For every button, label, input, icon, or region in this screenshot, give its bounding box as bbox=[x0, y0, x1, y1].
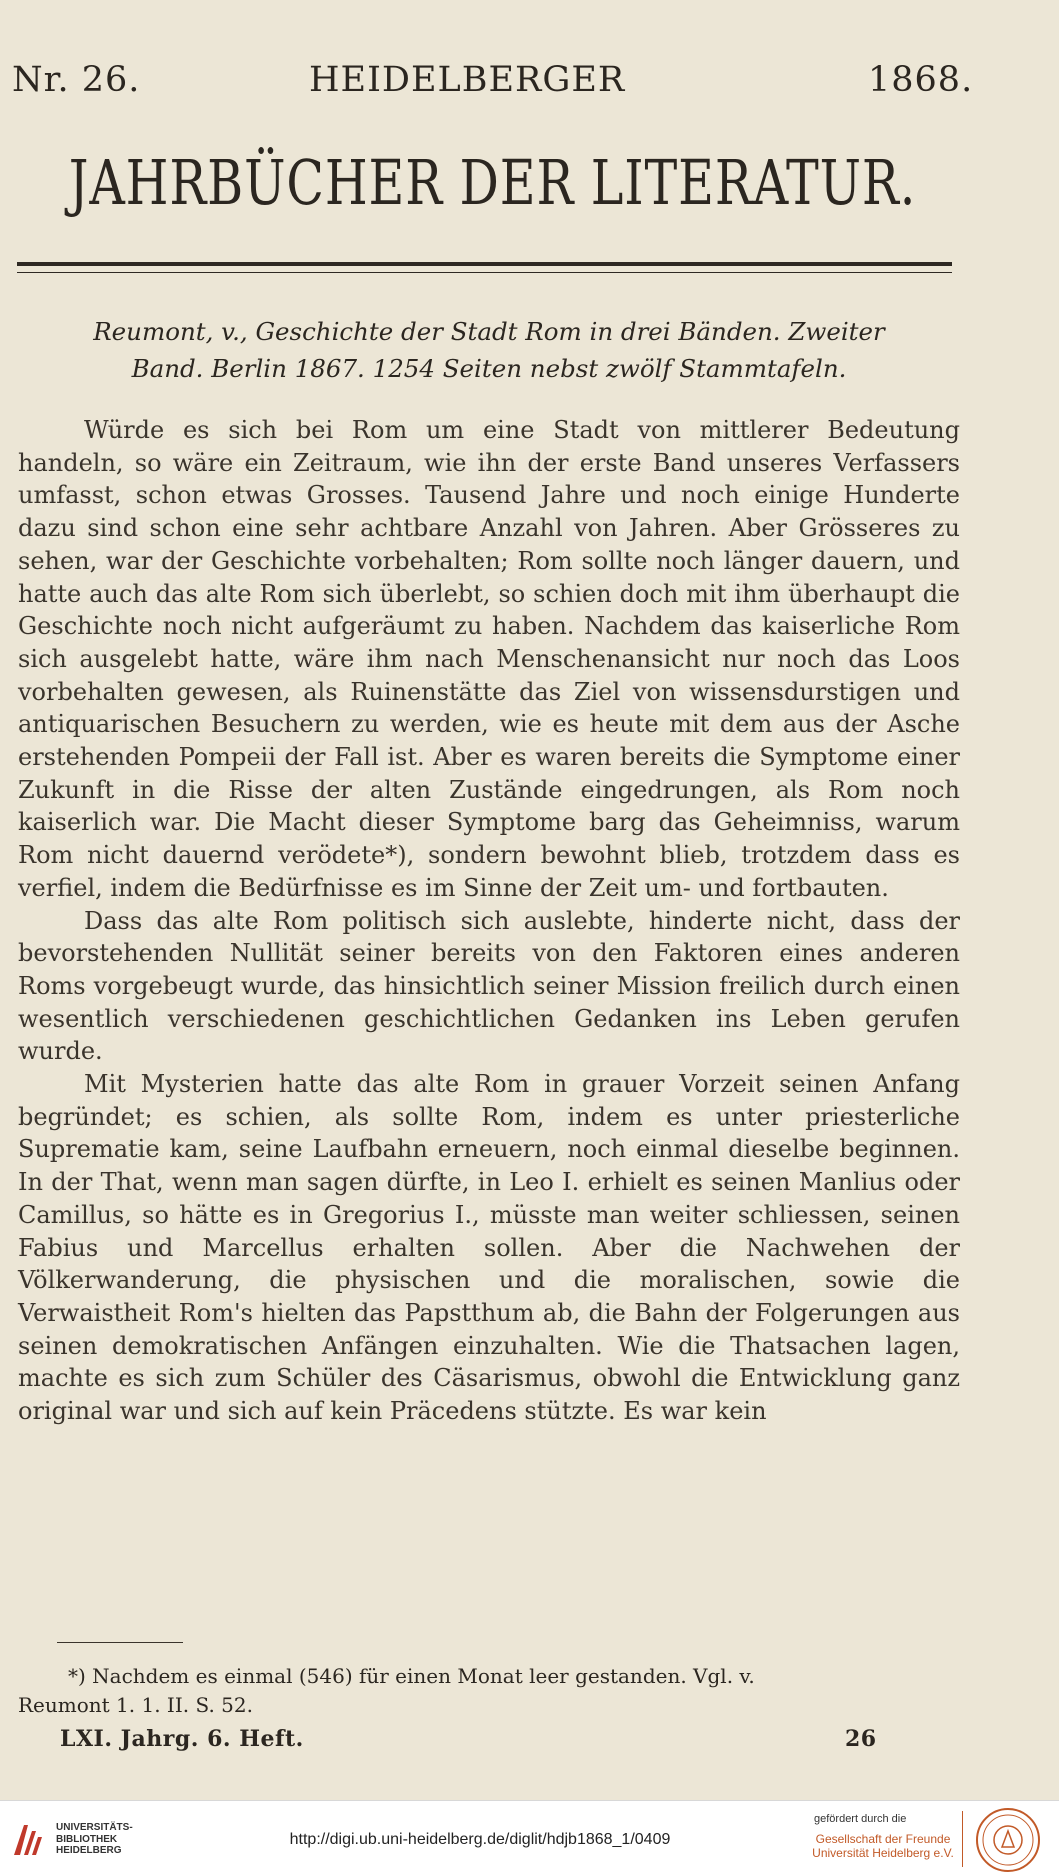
title-rule-thick bbox=[17, 262, 952, 266]
issue-number: Nr. 26. bbox=[12, 60, 141, 100]
review-body bbox=[18, 414, 960, 1428]
title-rule-thin bbox=[17, 272, 952, 273]
footnote bbox=[18, 1662, 960, 1720]
footnote-line-1: *) Nachdem es einmal (546) für einen Monat leer gestanden. Vgl. v. bbox=[68, 1664, 755, 1688]
footnote-line-2: Reumont 1. 1. II. S. 52. bbox=[18, 1693, 253, 1717]
journal-name: HEIDELBERGER bbox=[309, 60, 626, 100]
society-name[interactable] bbox=[808, 1832, 958, 1860]
footnote-rule bbox=[57, 1642, 183, 1643]
society-name-line-1: Gesellschaft der Freunde bbox=[815, 1832, 951, 1846]
footer-divider bbox=[962, 1811, 963, 1867]
university-seal-icon bbox=[975, 1807, 1041, 1873]
funded-by-label: gefördert durch die bbox=[814, 1813, 907, 1825]
paragraph-2: Dass das alte Rom politisch sich auslebte, hinderte nicht, dass der bevorstehenden Nullität seiner bereits von den Faktoren eines anderen Roms vorgebeugt wurde, das hinsichtlich seiner Mission freilich durch einen wesentlich verschiedenen geschichtlichen Gedanken ins Leben gerufen wurde. bbox=[18, 906, 960, 1066]
footer-bar bbox=[0, 1800, 1059, 1875]
issue-year: 1868. bbox=[868, 60, 974, 100]
society-name-line-2: Universität Heidelberg e.V. bbox=[812, 1846, 954, 1860]
library-name-line-3: HEIDELBERG bbox=[56, 1845, 122, 1856]
review-heading-line-1: Reumont, v., Geschichte der Stadt Rom in drei Bänden. Zweiter bbox=[93, 317, 885, 346]
paragraph-1: Würde es sich bei Rom um eine Stadt von mittlerer Bedeutung handeln, so wäre ein Zeitraum, wie ihn der erste Band unseres Verfassers umfasst, schon etwas Grosses. Tausend Jahre und noch einige Hunderte dazu sind schon eine sehr achtbare Anzahl von Jahren. Aber Grösseres zu sehen, war der Geschichte vorbehalten; Rom sollte noch länger dauern, und hatte auch das alte Rom sich überlebt, so schien doch mit ihm überhaupt die Geschichte noch nicht aufgeräumt zu haben. Nachdem das kaiserliche Rom sich ausgelebt hatte, wäre ihm nach Menschenansicht nur noch das Loos vorbehalten gewesen, als Ruinenstätte das Ziel von wissensdurstigen und antiquarischen Besuchern zu werden, wie es heute mit dem aus der Asche erstehenden Pompeii der Fall ist. Aber es waren bereits die Symptome einer Zukunft in die Risse der alten Zustände eingedrungen, als Rom noch kaiserlich war. Die Macht dieser Symptome barg das Geheimniss, warum Rom nicht dauernd verödete*), sondern bewohnt blieb, trotzdem dass es verfiel, indem die Bedürfnisse es im Sinne der Zeit um- und fortbauten. bbox=[18, 416, 960, 902]
library-name-line-2: BIBLIOTHEK bbox=[56, 1833, 118, 1845]
library-name-line-1: UNIVERSITÄTS- bbox=[56, 1822, 133, 1833]
sheet-number: 26 bbox=[845, 1726, 877, 1752]
paragraph-3: Mit Mysterien hatte das alte Rom in grauer Vorzeit seinen Anfang begründet; es schien, als sollte Rom, indem es unter priesterliche Suprematie kam, seine Laufbahn erneuern, noch einmal dieselbe beginnen. In der That, wenn man sagen dürfte, in Leo I. erhielt es seinen Manlius oder Camillus, so hätte es in Gregorius I., müsste man weiter schliessen, seinen Fabius und Marcellus erhalten sollen. Aber die Nachwehen der Völkerwanderung, die physischen und die moralischen, sowie die Verwaistheit Rom's hielten das Papstthum ab, die Bahn der Folgerungen aus seinen demokratischen Anfängen einzuhalten. Wie die Thatsachen lagen, machte es sich zum Schüler des Cäsarismus, obwohl die Entwicklung ganz original war und sich auf kein Präcedens stützte. Es war kein bbox=[18, 1070, 960, 1426]
journal-title: JAHRBÜCHER DER LITERATUR. bbox=[68, 146, 917, 219]
permalink-url[interactable]: http://digi.ub.uni-heidelberg.de/diglit/hdjb1868_1/0409 bbox=[289, 1831, 671, 1848]
volume-info: LXI. Jahrg. 6. Heft. bbox=[60, 1726, 304, 1752]
review-heading bbox=[18, 313, 960, 387]
review-heading-line-2: Band. Berlin 1867. 1254 Seiten nebst zwölf Stammtafeln. bbox=[131, 354, 847, 383]
